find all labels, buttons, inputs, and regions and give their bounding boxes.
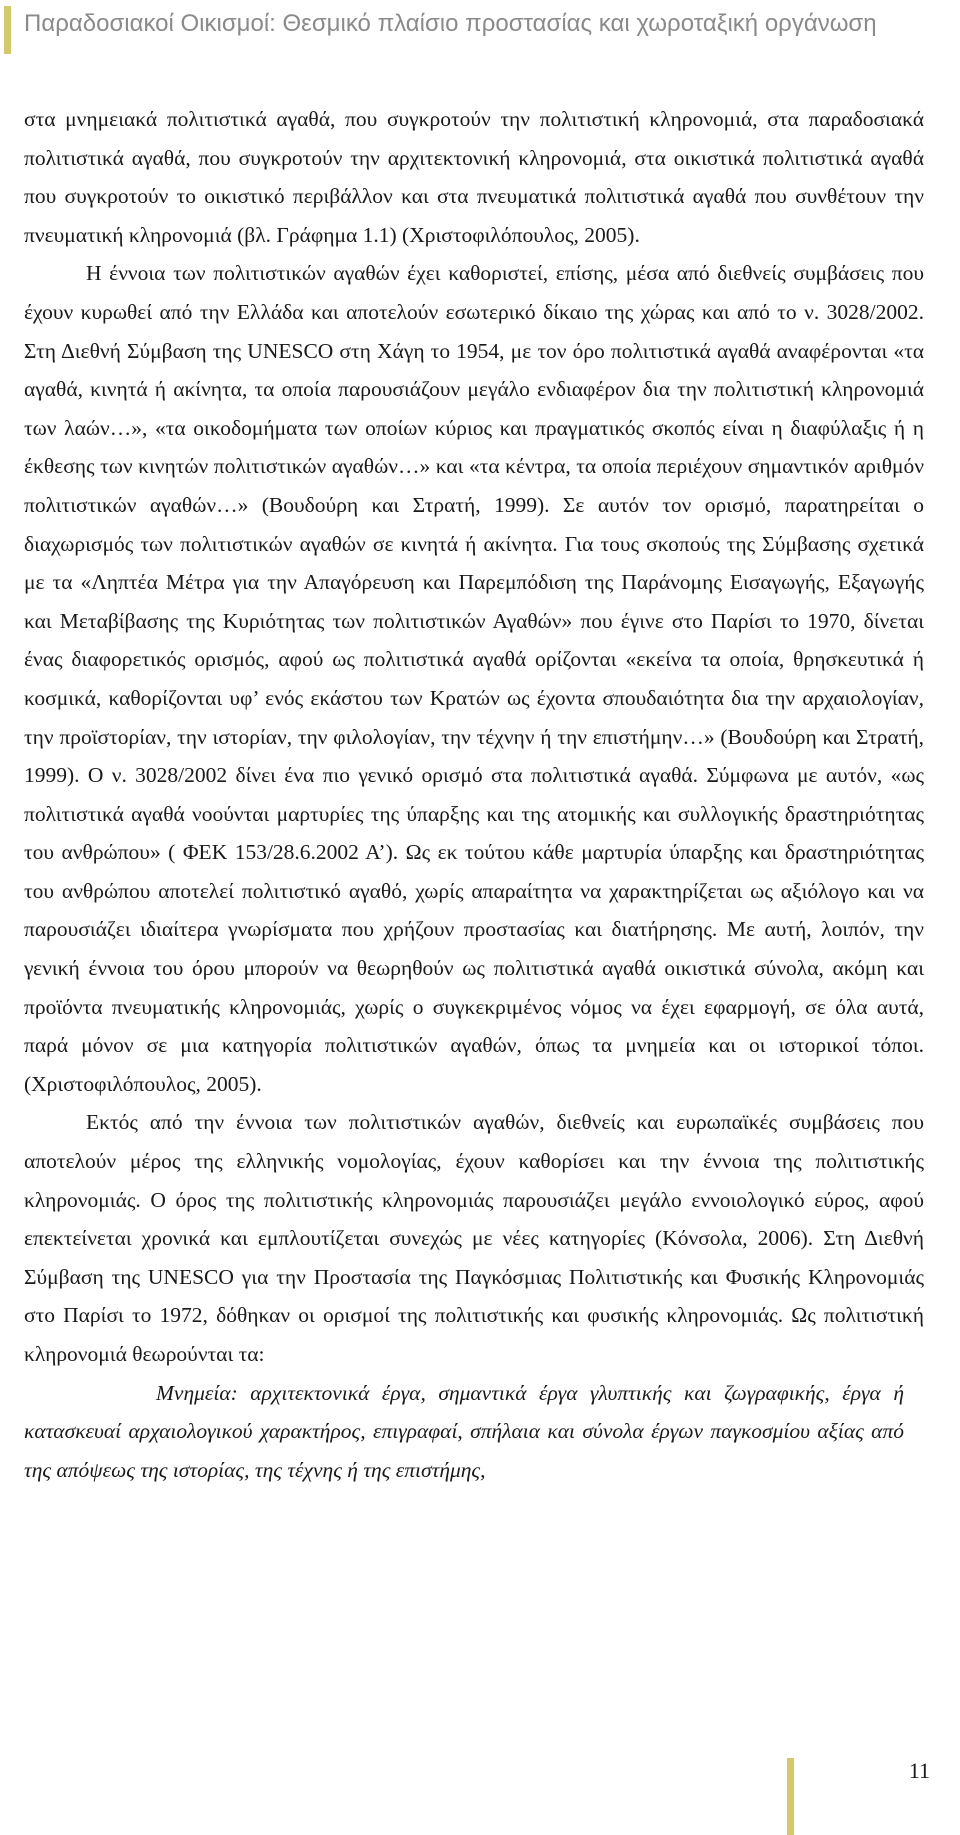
page-header <box>0 0 960 58</box>
paragraph-2: Η έννοια των πολιτιστικών αγαθών έχει καθοριστεί, επίσης, μέσα από διεθνείς συμβάσεις που έχουν κυρωθεί από την Ελλάδα και αποτελούν εσωτερικό δίκαιο της χώρας και από το ν. 3028/2002. Στη Διεθνή Σύμβαση της UNESCO στη Χάγη το 1954, με τον όρο πολιτιστικά αγαθά αναφέρονται «τα αγαθά, κινητά ή ακίνητα, τα οποία παρουσιάζουν μεγάλο ενδιαφέρον δια την πολιτιστική κληρονομιά των λαών…», «τα οικοδομήματα των οποίων κύριος και πραγματικός σκοπός είναι η διαφύλαξις ή η έκθεσης των κινητών πολιτιστικών αγαθών…» και «τα κέντρα, τα οποία περιέχουν σημαντικόν αριθμόν πολιτιστικών αγαθών…» (Βουδούρη και Στρατή, 1999). Σε αυτόν τον ορισμό, παρατηρείται ο διαχωρισμός των πολιτιστικών αγαθών σε κινητά ή ακίνητα. Για τους σκοπούς της Σύμβασης σχετικά με τα «Ληπτέα Μέτρα για την Απαγόρευση και Παρεμπόδιση της Παράνομης Εισαγωγής, Εξαγωγής και Μεταβίβασης της Κυριότητας των πολιτιστικών Αγαθών» που έγινε στο Παρίσι το 1970, δίνεται ένας διαφορετικός ορισμός, αφού ως πολιτιστικά αγαθά ορίζονται «εκείνα τα οποία, θρησκευτικά ή κοσμικά, καθορίζονται υφ’ ενός εκάστου των Κρατών ως έχοντα σπουδαιότητα δια την αρχαιολογίαν, την προϊστορίαν, την ιστορίαν, την φιλολογίαν, την τέχνην ή την επιστήμην…» (Βουδούρη και Στρατή, 1999). Ο ν. 3028/2002 δίνει ένα πιο γενικό ορισμό στα πολιτιστικά αγαθά. Σύμφωνα με αυτόν, «ως πολιτιστικά αγαθά νοούνται μαρτυρίες της ύπαρξης και της ατομικής και συλλογικής δραστηριότητας του ανθρώπου» ( ΦΕΚ 153/28.6.2002 Α’). Ως εκ τούτου κάθε μαρτυρία ύπαρξης και δραστηριότητας του ανθρώπου αποτελεί πολιτιστικό αγαθό, χωρίς απαραίτητα να χαρακτηρίζεται ως αξιόλογο και να παρουσιάζει ιδιαίτερα γνωρίσματα που χρήζουν προστασίας και διατήρησης. Με αυτή, λοιπόν, την γενική έννοια του όρου μπορούν να θεωρηθούν ως πολιτιστικά αγαθά οικιστικά σύνολα, ακόμη και προϊόντα πνευματικής κληρονομιάς, χωρίς ο συγκεκριμένος νόμος να έχει εφαρμογή, σε όλα αυτά, παρά μόνον σε μια κατηγορία πολιτιστικών αγαθών, όπως τα μνημεία και οι ιστορικοί τόποι. (Χριστοφιλόπουλος, 2005). <box>24 261 924 1096</box>
footer-accent-bar <box>787 1758 794 1835</box>
document-body <box>24 100 924 1489</box>
paragraph-3: Εκτός από την έννοια των πολιτιστικών αγαθών, διεθνείς και ευρωπαϊκές συμβάσεις που αποτελούν μέρος της ελληνικής νομολογίας, έχουν καθορίσει και την έννοια της πολιτιστικής κληρονομιάς. Ο όρος της πολιτιστικής κληρονομιάς παρουσιάζει μεγάλο εννοιολογικό εύρος, αφού επεκτείνεται χρονικά και εμπλουτίζεται συνεχώς με νέες κατηγορίες (Κόνσολα, 2006). Στη Διεθνή Σύμβαση της UNESCO για την Προστασία της Παγκόσμιας Πολιτιστικής και Φυσικής Κληρονομιάς στο Παρίσι το 1972, δόθηκαν οι ορισμοί της πολιτιστικής και φυσικής κληρονομιάς. Ως πολιτιστική κληρονομιά θεωρούνται τα: <box>24 1110 924 1366</box>
header-accent-bar <box>4 6 11 54</box>
header-title: Παραδοσιακοί Οικισμοί: Θεσμικό πλαίσιο προστασίας και χωροταξική οργάνωση <box>24 10 877 37</box>
monuments-definition: Μνημεία: αρχιτεκτονικά έργα, σημαντικά έργα γλυπτικής και ζωγραφικής, έργα ή κατασκευαί αρχαιολογικού χαρακτήρος, επιγραφαί, σπήλαια και σύνολα έργων παγκοσμίου αξίας από της απόψεως της ιστορίας, της τέχνης ή της επιστήμης, <box>24 1380 904 1482</box>
page-number: 11 <box>908 1758 930 1783</box>
paragraph-1: στα μνημειακά πολιτιστικά αγαθά, που συγκροτούν την πολιτιστική κληρονομιά, στα παραδοσιακά πολιτιστικά αγαθά, που συγκροτούν την αρχιτεκτονική κληρονομιά, στα οικιστικά πολιτιστικά αγαθά που συγκροτούν το οικιστικό περιβάλλον και στα πνευματικά πολιτιστικά αγαθά που συνθέτουν την πνευματική κληρονομιά (βλ. Γράφημα 1.1) (Χριστοφιλόπουλος, 2005). <box>24 107 924 247</box>
